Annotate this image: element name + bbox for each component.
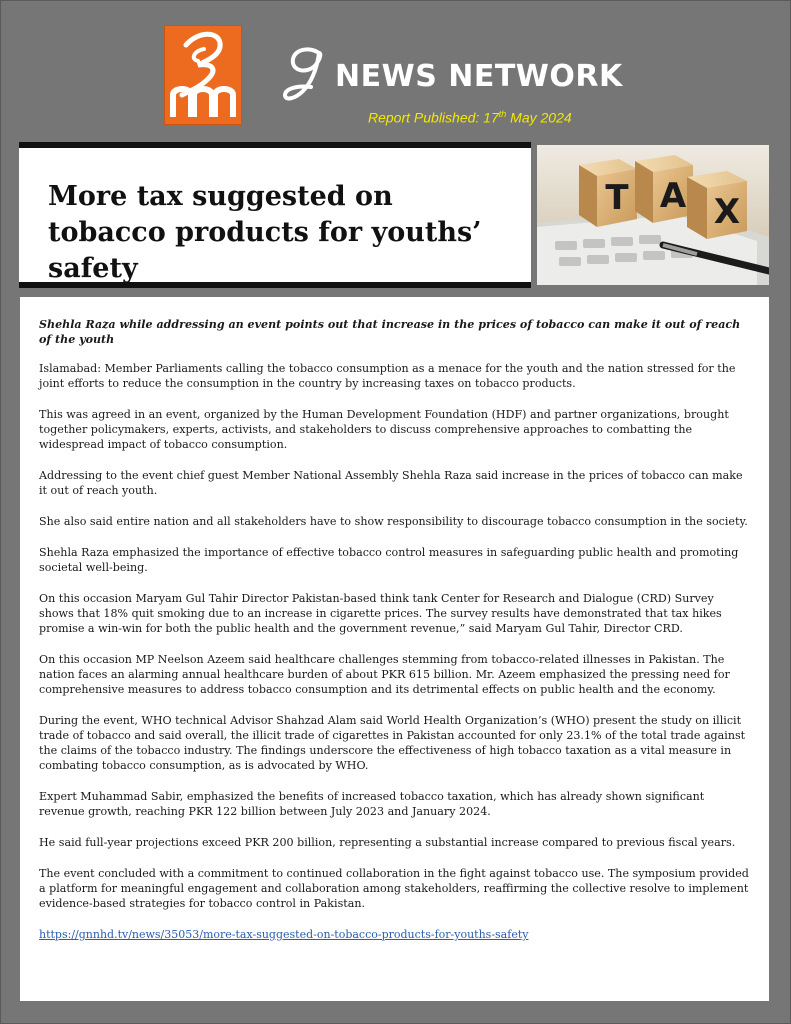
report-date-prefix: Report Published: 17: [368, 109, 499, 126]
tax-blocks-image: [537, 145, 769, 285]
article-paragraph: On this occasion MP Neelson Azeem said healthcare challenges stemming from tobacco-related illnesses in Pakistan. The nation faces an alarming annual healthcare burden of about PKR 615 billion. Mr. Azeem emphasized the pressing need for comprehensive measures to address tobacco consumption and its detrimental effects on public health and the economy.: [39, 653, 730, 696]
tax-tile-a: A: [659, 176, 687, 216]
article-paragraph: Addressing to the event chief guest Member National Assembly Shehla Raza said increase in the prices of tobacco can make it out of reach youth.: [39, 469, 743, 497]
article-lede: Shehla Raza while addressing an event points out that increase in the prices of tobacco can make it out of reach of the youth: [39, 318, 741, 346]
script-g-icon: [281, 43, 331, 107]
article-paragraph: He said full-year projections exceed PKR 200 billion, representing a substantial increase compared to previous fiscal years.: [39, 836, 736, 849]
brand-name: NEWS NETWORK: [335, 59, 623, 94]
report-published-date: [368, 109, 572, 126]
tax-tile-t: T: [605, 178, 629, 218]
tax-blocks-illustration: [537, 145, 769, 285]
article-paragraph: Shehla Raza emphasized the importance of effective tobacco control measures in safeguarding public health and promoting societal well-being.: [39, 546, 739, 574]
gnn-logo-mark: [164, 25, 242, 125]
brand-lockup: [281, 51, 641, 111]
gnn-logo-icon: [164, 25, 242, 125]
source-link[interactable]: https://gnnhd.tv/news/35053/more-tax-suggested-on-tobacco-products-for-youths-safety: [39, 928, 529, 941]
tax-tile-x: X: [713, 192, 741, 232]
article-paragraph: This was agreed in an event, organized by the Human Development Foundation (HDF) and partner organizations, brought together policymakers, experts, activists, and stakeholders to discuss comprehensive approaches to combatting the widespread impact of tobacco consumption.: [39, 408, 729, 451]
article-paragraph: The event concluded with a commitment to continued collaboration in the fight against tobacco use. The symposium provided a platform for meaningful engagement and collaboration among stakeholders, reaffirming the collective resolve to implement evidence-based strategies for tobacco control in Pakistan.: [39, 867, 749, 910]
article-paragraph: On this occasion Maryam Gul Tahir Director Pakistan-based think tank Center for Research and Dialogue (CRD) Survey shows that 18% quit smoking due to an increase in cigarette prices. The survey results have demonstrated that tax hikes promise a win-win for both the public health and the government revenue,” said Maryam Gul Tahir, Director CRD.: [39, 592, 722, 635]
article-paragraph: She also said entire nation and all stakeholders have to show responsibility to discourage tobacco consumption in the society.: [39, 515, 748, 528]
article-paragraph: Islamabad: Member Parliaments calling the tobacco consumption as a menace for the youth and the nation stressed for the joint efforts to reduce the consumption in the country by increasing taxes on tobacco products.: [39, 362, 736, 390]
article-paragraph: Expert Muhammad Sabir, emphasized the benefits of increased tobacco taxation, which has already shown significant revenue growth, reaching PKR 122 billion between July 2023 and January 2024.: [39, 790, 705, 818]
report-date-suffix: May 2024: [506, 109, 572, 126]
article-paragraph: During the event, WHO technical Advisor Shahzad Alam said World Health Organization’s (WHO) present the study on illicit trade of tobacco and said overall, the illicit trade of cigarettes in Pakistan accounted for only 23.1% of the total trade against the claims of the tobacco industry. The findings underscore the effectiveness of high tobacco taxation as a vital measure in combating tobacco consumption, as is advocated by WHO.: [39, 714, 746, 772]
headline: More tax suggested on tobacco products for youths’ safety: [48, 181, 482, 284]
report-date-ordinal: th: [498, 109, 507, 119]
source-link-row: [39, 927, 749, 942]
headline-banner: [19, 142, 531, 288]
article-body: [20, 297, 769, 1001]
